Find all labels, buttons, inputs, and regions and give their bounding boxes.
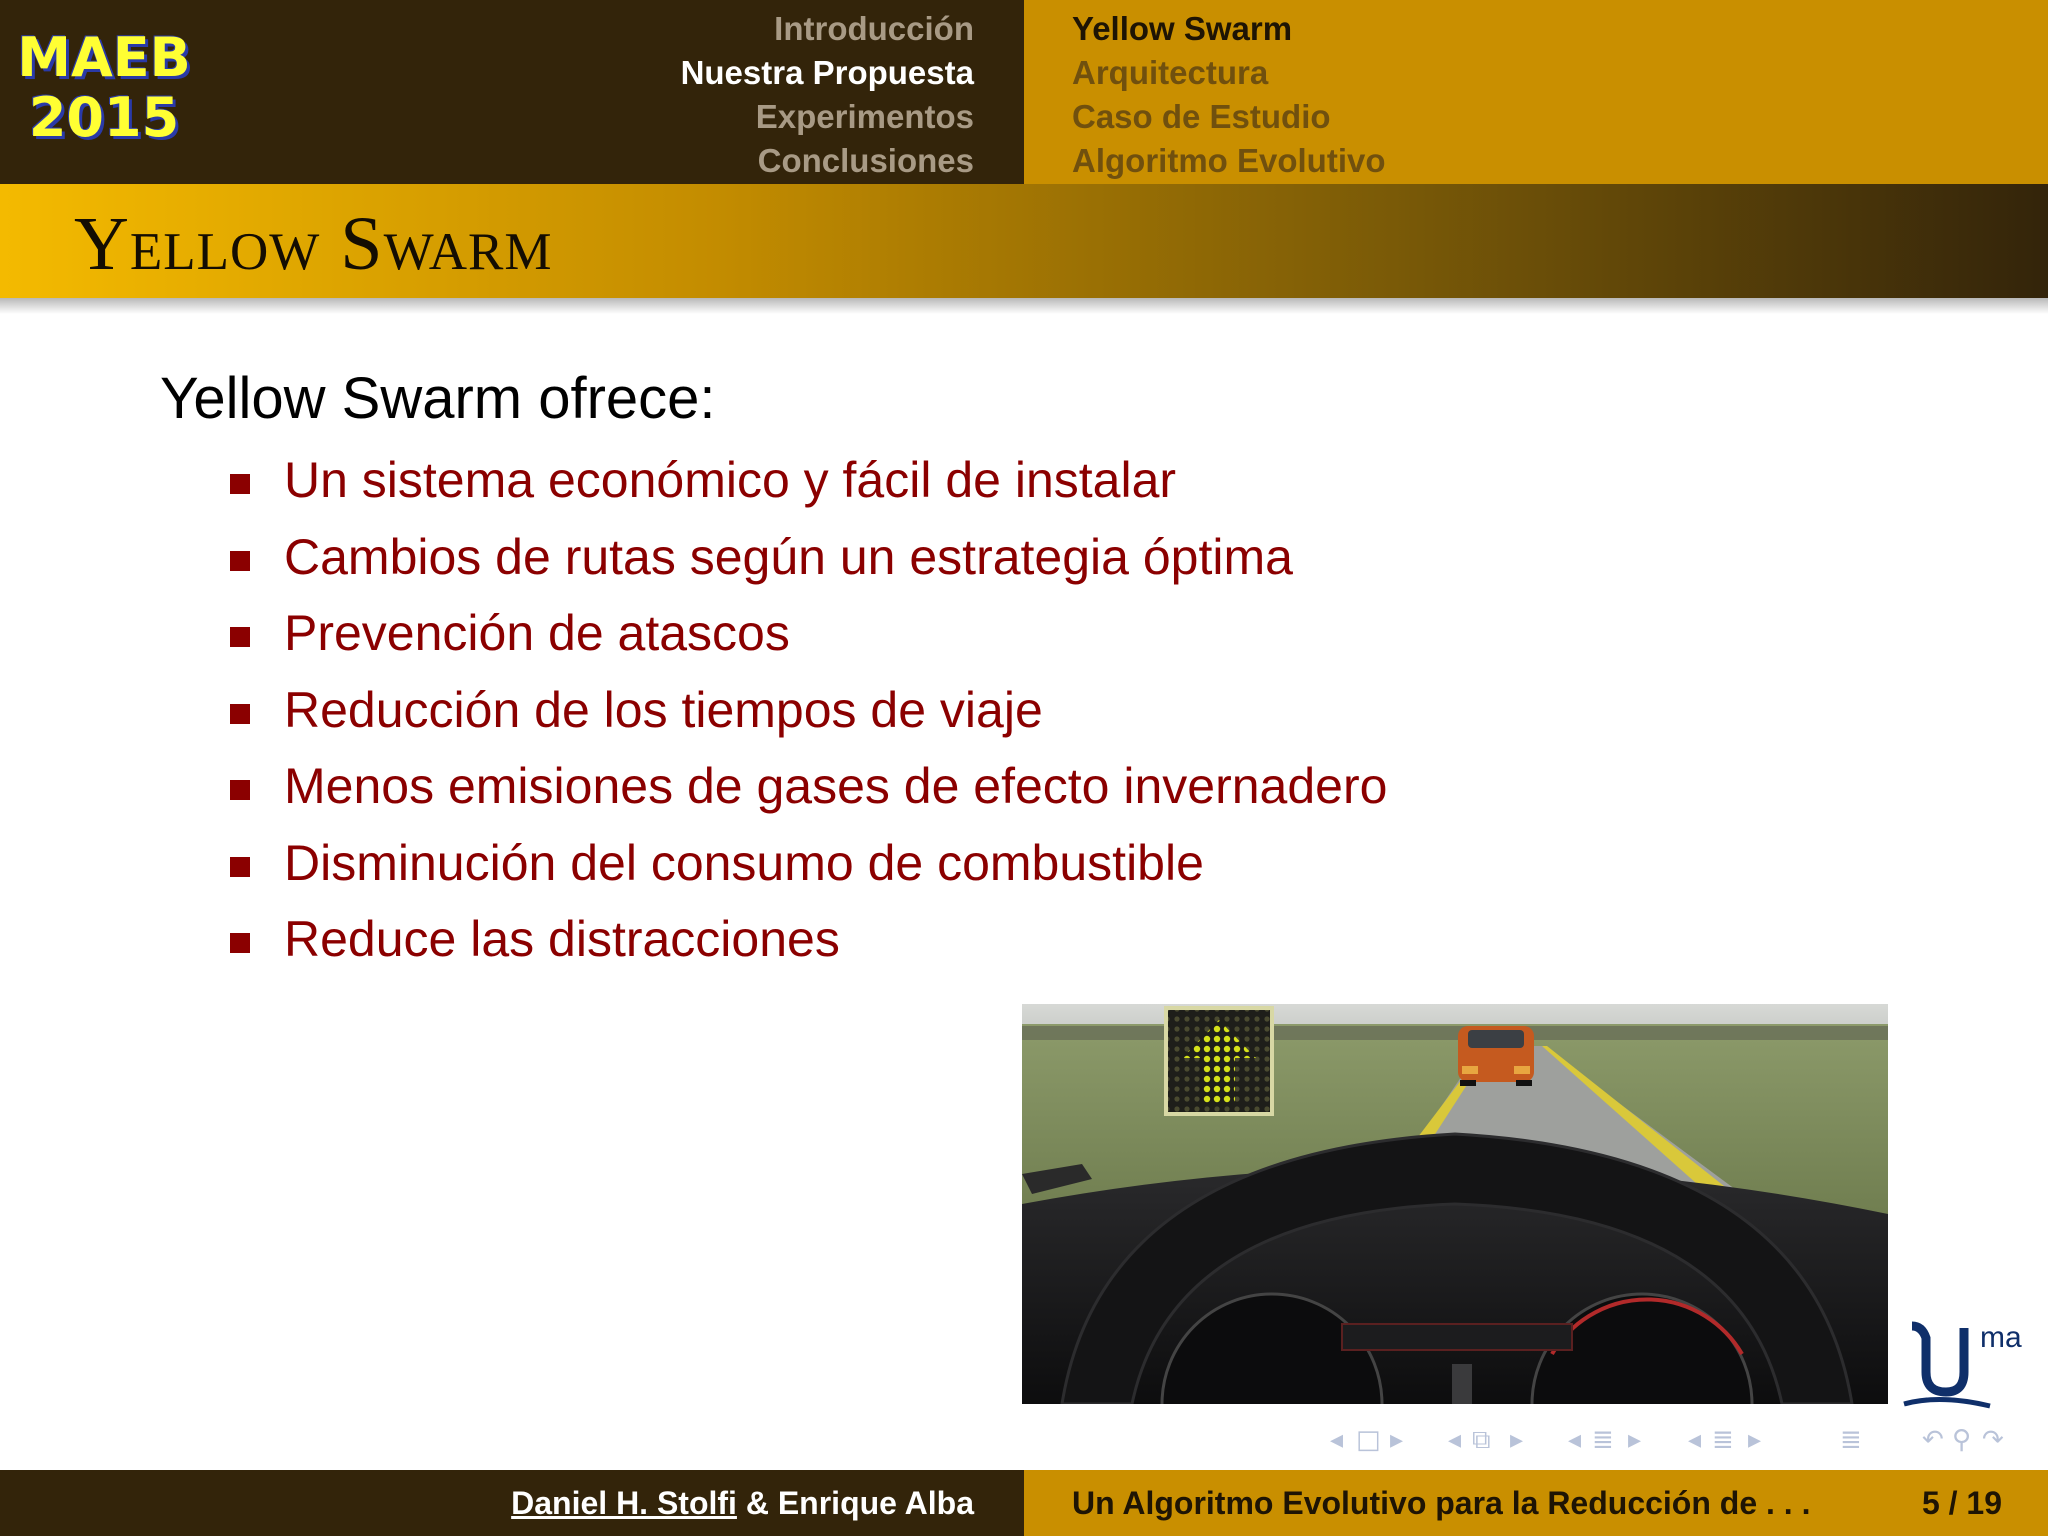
nav-subsection-next-icon[interactable]: ▸ [1510, 1425, 1524, 1455]
nav-subsection-algoritmo-evolutivo[interactable]: Algoritmo Evolutivo [1072, 142, 1386, 179]
nav-toc-icon[interactable]: ≣ [1840, 1425, 1862, 1455]
nav-section-introduccion[interactable]: Introducción [774, 10, 974, 47]
nav-frame-prev-icon[interactable]: ◂ [1330, 1425, 1344, 1455]
nav-section-nuestra-propuesta[interactable]: Nuestra Propuesta [680, 54, 974, 91]
intro-text: Yellow Swarm ofrece: [160, 366, 716, 431]
nav-subsection-icon[interactable]: ⧉ [1472, 1425, 1491, 1455]
bullet-text: Un sistema económico y fácil de instalar [284, 452, 1177, 508]
footer-authors [511, 1478, 974, 1528]
bullet-item [226, 901, 1387, 978]
bullet-item [226, 595, 1387, 672]
footer-page-number: 5 / 19 [1921, 1485, 2002, 1521]
square-bullet-icon [230, 933, 250, 953]
bullet-text: Cambios de rutas según un estrategia óptima [284, 528, 1293, 585]
car-ahead [1458, 1026, 1534, 1086]
bullet-text: Reduce las distracciones [284, 911, 840, 967]
logo-line-1: MAEB [17, 26, 191, 89]
bullet-text: Reducción de los tiempos de viaje [284, 681, 1043, 738]
nav-section-next-icon[interactable]: ▸ [1628, 1425, 1642, 1455]
fence [1022, 1026, 1888, 1040]
square-bullet-icon [230, 474, 250, 494]
nav-subsection-caso-de-estudio[interactable]: Caso de Estudio [1072, 98, 1331, 135]
footer-separator: & [736, 1485, 778, 1521]
logo-line-2: 2015 [28, 86, 180, 149]
bullet-text: Menos emisiones de gases de efecto invernadero [284, 758, 1388, 814]
dashboard-photo [1022, 1004, 1888, 1404]
bullet-list [226, 442, 1387, 978]
square-bullet-icon [230, 551, 250, 571]
bullet-item [226, 748, 1387, 825]
nav-subsection-yellow-swarm[interactable]: Yellow Swarm [1072, 10, 1293, 47]
bullet-item [226, 519, 1387, 596]
nav-subsection-arquitectura[interactable]: Arquitectura [1072, 54, 1269, 91]
bullet-text: Prevención de atascos [284, 605, 790, 661]
title-bar-shadow [0, 298, 2048, 314]
nav-search-icon[interactable]: ⚲ [1952, 1425, 1972, 1455]
bullet-text: Disminución del consumo de combustible [284, 834, 1204, 891]
footer-author-2: Enrique Alba [777, 1485, 974, 1521]
footer-talk-title: Un Algoritmo Evolutivo para la Reducción de . . . [1072, 1485, 1811, 1521]
nav-back-icon[interactable]: ↶ [1922, 1425, 1944, 1455]
nav-doc-prev-icon[interactable]: ◂ [1688, 1425, 1702, 1455]
nav-section-conclusiones[interactable]: Conclusiones [757, 142, 974, 179]
nav-doc-icon[interactable]: ≣ [1712, 1425, 1734, 1455]
uma-logo-text: ma [1980, 1321, 2022, 1354]
frame-title: Yellow Swarm [74, 202, 553, 286]
nav-section-experimentos[interactable]: Experimentos [755, 98, 974, 135]
bullet-item [226, 672, 1387, 749]
bullet-item [226, 825, 1387, 902]
navigation-symbols [1330, 1420, 2030, 1460]
uma-logo [1900, 1320, 2040, 1410]
nav-subsection-prev-icon[interactable]: ◂ [1448, 1425, 1462, 1455]
square-bullet-icon [230, 857, 250, 877]
nav-frame-icon[interactable]: □ [1356, 1425, 1381, 1455]
nav-section-icon[interactable]: ≣ [1592, 1425, 1614, 1455]
square-bullet-icon [230, 704, 250, 724]
nav-frame-next-icon[interactable]: ▸ [1390, 1425, 1404, 1455]
yellow-swarm-arrow-sign [1164, 1006, 1274, 1116]
nav-section-prev-icon[interactable]: ◂ [1568, 1425, 1582, 1455]
nav-forward-icon[interactable]: ↷ [1982, 1425, 2004, 1455]
square-bullet-icon [230, 780, 250, 800]
maeb-2015-logo [14, 28, 194, 148]
footer-author-1: Daniel H. Stolfi [511, 1485, 737, 1521]
dashboard-illustration [1022, 1004, 1888, 1404]
square-bullet-icon [230, 627, 250, 647]
bullet-item [226, 442, 1387, 519]
nav-doc-next-icon[interactable]: ▸ [1748, 1425, 1762, 1455]
